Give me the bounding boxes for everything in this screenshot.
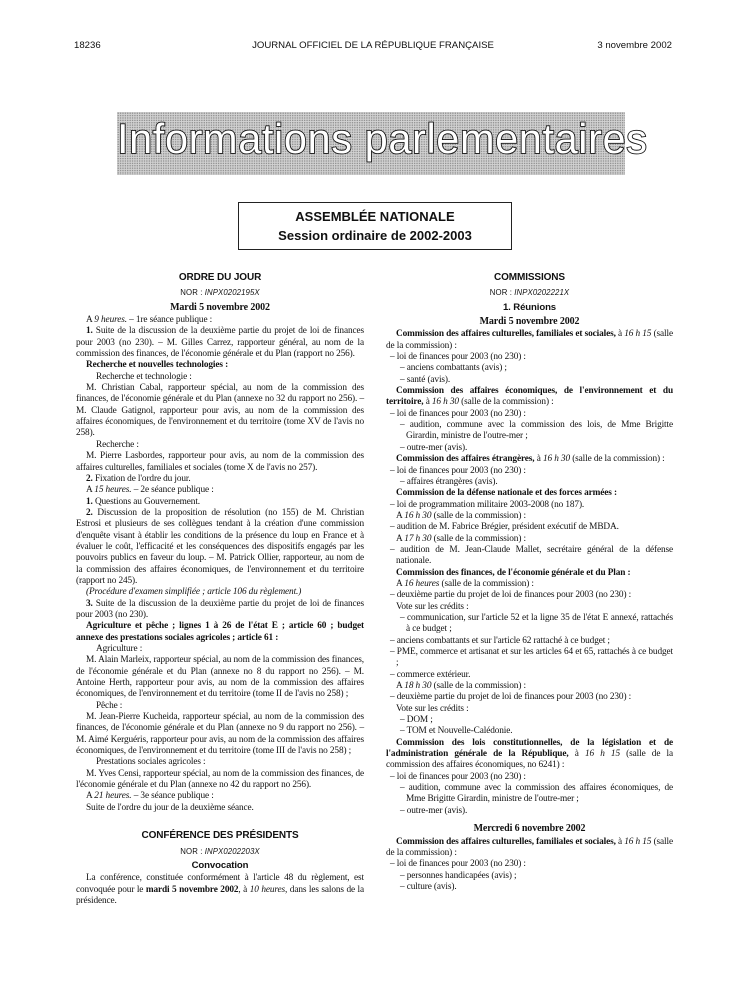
budget-subheading: Prestations sociales agricoles : — [96, 757, 206, 768]
meeting-date: Mardi 5 novembre 2002 — [479, 316, 580, 328]
nor-reference: NOR : INPX0202221X — [489, 288, 570, 298]
banner-title: Informations parlementaires — [117, 115, 648, 162]
page-number: 18236 — [74, 40, 101, 51]
commissions-title: COMMISSIONS — [494, 272, 565, 283]
agenda-line: – outre-mer (avis). — [400, 805, 468, 816]
agenda-line: – affaires étrangères (avis). — [400, 476, 498, 487]
assembly-box — [238, 202, 512, 250]
agenda-line: – commerce extérieur. — [390, 669, 471, 680]
agenda-line: – audition, commune avec la commission des lois, de Mme Brigitte Girardin, ministre de l'outre-mer ; — [400, 420, 673, 442]
agenda-item: 3. Suite de la discussion de la deuxième partie du projet de loi de finances pour 2003 (no 230). — [76, 598, 364, 620]
rapporteurs: M. Jean-Pierre Kucheida, rapporteur spécial, au nom de la commission des finances, de l'économie générale et du Plan (annexe no 9 du rapport no 256). – M. Aimé Kerguéris, rapporteur pour avis, au nom de la commission des affaires économiques, de l'environnement et du territoire (tome III de l'avis no 258) ; — [76, 712, 364, 757]
budget-subheading: Agriculture : — [96, 644, 143, 654]
vote-line: Vote sur les crédits : — [396, 601, 469, 612]
budget-subheading: Recherche et technologie : — [96, 371, 192, 382]
nor-reference: NOR : INPX0202195X — [180, 288, 260, 298]
ordre-du-jour-title: ORDRE DU JOUR — [178, 272, 262, 283]
agenda-line: – deuxième partie du projet de loi de finances pour 2003 (no 230) : — [390, 590, 632, 601]
agenda-line: – audition, commune avec la commission des affaires économiques, de Mme Brigitte Girardin, ministre de l'outre-mer ; — [400, 783, 673, 805]
left-column — [76, 272, 364, 907]
commission-heading: Commission des lois constitutionnelles, de la législation et de l'administration générale de la République, à 16 h 15 (salle de la commission des affaires économiques, no 6241) : — [386, 737, 673, 771]
conference-title: CONFÉRENCE DES PRÉSIDENTS — [141, 830, 299, 842]
section-banner — [117, 112, 648, 175]
agenda-line: – personnes handicapées (avis) ; — [400, 870, 517, 881]
commission-heading: Commission des affaires culturelles, familiales et sociales, à 16 h 15 (salle de la commission) : — [386, 836, 673, 858]
agenda-line: – loi de finances pour 2003 (no 230) : — [390, 352, 526, 363]
right-column — [386, 272, 673, 893]
agenda-line: – loi de finances pour 2003 (no 230) : — [390, 771, 526, 782]
agenda-item: 1. Questions au Gouvernement. — [86, 496, 200, 507]
agenda-line: – communication, sur l'article 52 et la ligne 35 de l'état E annexé, rattachés à ce budget ; — [400, 612, 673, 635]
agenda-line: – TOM et Nouvelle-Calédonie. — [400, 726, 513, 737]
time-line: A 16 h 30 (salle de la commission) : — [396, 510, 526, 521]
convocation-text: La conférence, constituée conformément à l'article 48 du règlement, est convoquée pour le mardi 5 novembre 2002, à 10 heures, dans les salons de la présidence. — [76, 873, 365, 906]
session-name: Session ordinaire de 2002-2003 — [278, 228, 472, 243]
journal-title: JOURNAL OFFICIEL DE LA RÉPUBLIQUE FRANÇAISE — [252, 40, 494, 51]
rapporteurs: M. Pierre Lasbordes, rapporteur pour avis, au nom de la commission des affaires culturelles, familiales et sociales (tome X de l'avis no 257). — [76, 451, 364, 473]
time-line: A 18 h 30 (salle de la commission) : — [396, 681, 526, 692]
agenda-line: – loi de finances pour 2003 (no 230) : — [390, 465, 526, 476]
agenda-line: – culture (avis). — [400, 881, 457, 892]
agenda-line: – PME, commerce et artisanat et sur les articles 64 et 65, rattachés à ce budget ; — [390, 647, 673, 669]
agenda-item: 2. Discussion de la proposition de résolution (no 155) de M. Christian Estrosi et plusieurs de ses collègues tendant à la création d'une commission d'enquête visant à établir les conditions de la présence du loup en France et à évaluer le coût, l'efficacité et les conséquences des dispositifs engagés par les pouvoirs publics en faveur du loup. – M. Patrick Ollier, rapporteur, au nom de la commission des affaires économiques, de l'environnement et du territoire (rapport no 245). — [76, 507, 364, 586]
agenda-line: – deuxième partie du projet de loi de finances pour 2003 (no 230) : — [390, 692, 632, 703]
agenda-line: – anciens combattants et sur l'article 62 rattaché à ce budget ; — [390, 635, 610, 646]
rapporteurs: M. Yves Censi, rapporteur spécial, au nom de la commission des finances, de l'économie générale et du Plan (annexe no 42 du rapport no 256). — [76, 768, 364, 791]
agenda-line: – DOM ; — [400, 715, 433, 726]
nor-reference: NOR : INPX0202203X — [180, 846, 260, 856]
reunions-title: 1. Réunions — [502, 301, 557, 313]
agenda-line: – santé (avis). — [400, 374, 451, 385]
commission-heading: Commission des affaires culturelles, familiales et sociales, à 16 h 15 (salle de la commission) : — [386, 329, 673, 351]
agenda-line: – loi de programmation militaire 2003-2008 (no 187). — [390, 499, 585, 510]
commission-heading: Commission des affaires étrangères, à 16 h 30 (salle de la commission) : — [396, 454, 665, 465]
agenda-line: – outre-mer (avis). — [400, 442, 468, 453]
meeting-date: Mercredi 6 novembre 2002 — [473, 823, 586, 835]
agenda-line: – loi de finances pour 2003 (no 230) : — [390, 859, 526, 870]
agenda-line: – anciens combattants (avis) ; — [400, 363, 507, 374]
assembly-name: ASSEMBLÉE NATIONALE — [295, 209, 455, 224]
budget-heading: Recherche et nouvelles technologies : — [86, 360, 229, 371]
commission-heading: Commission des finances, de l'économie générale et du Plan : — [396, 567, 631, 578]
running-header — [74, 40, 672, 54]
sitting-2: A 15 heures. – 2e séance publique : — [86, 485, 214, 496]
agenda-line: – audition de M. Jean-Claude Mallet, secrétaire général de la défense nationale. — [390, 544, 673, 567]
budget-subheading: Pêche : — [96, 700, 123, 711]
commission-heading: Commission des affaires économiques, de l'environnement et du territoire, à 16 h 30 (salle de la commission) : — [386, 386, 673, 408]
budget-subheading: Recherche : — [96, 439, 139, 450]
vote-line: Vote sur les crédits : — [396, 703, 469, 714]
time-line: A 16 heures (salle de la commission) : — [396, 578, 534, 589]
agenda-item: 2. Fixation de l'ordre du jour. — [86, 473, 191, 484]
agenda-item: 1. Suite de la discussion de la deuxième partie du projet de loi de finances pour 2003 (no 230). – M. Gilles Carrez, rapporteur général, au nom de la commission des finances, de l'économie générale et du Plan (rapport no 256). — [76, 326, 364, 360]
convocation-title: Convocation — [191, 859, 249, 871]
sitting-date: Mardi 5 novembre 2002 — [170, 301, 270, 313]
agenda-line: – audition de M. Fabrice Brégier, président exécutif de MBDA. — [390, 522, 619, 533]
budget-heading: Agriculture et pêche ; lignes 1 à 26 de l'état E ; article 60 ; budget annexe des prestations sociales agricoles ; article 61 : — [76, 621, 364, 643]
sitting-3: A 21 heures. – 3e séance publique : — [86, 791, 214, 802]
time-line: A 17 h 30 (salle de la commission) : — [396, 533, 526, 544]
rapporteurs: M. Alain Marleix, rapporteur spécial, au nom de la commission des finances, de l'économie générale et du Plan (annexe no 8 du rapport no 256). – M. Antoine Herth, rapporteur pour avis, au nom de la commission des affaires économiques, de l'environnement et du territoire (tome II de l'avis no 258) ; — [76, 655, 364, 700]
commission-heading: Commission de la défense nationale et des forces armées : — [396, 488, 617, 499]
agenda-line: – loi de finances pour 2003 (no 230) : — [390, 408, 526, 419]
sitting-1: A 9 heures. – 1re séance publique : — [86, 315, 213, 326]
rapporteurs: M. Christian Cabal, rapporteur spécial, au nom de la commission des finances, de l'économie générale et du Plan (annexe no 32 du rapport no 256). – M. Claude Gatignol, rapporteur pour avis, au nom de la commission des affaires économiques, de l'environnement et du territoire (tome XV de l'avis no 258). — [76, 383, 364, 439]
issue-date: 3 novembre 2002 — [597, 40, 672, 51]
agenda-item: Suite de l'ordre du jour de la deuxième séance. — [86, 802, 254, 813]
procedure-note: (Procédure d'examen simplifiée ; article 106 du règlement.) — [86, 587, 302, 598]
